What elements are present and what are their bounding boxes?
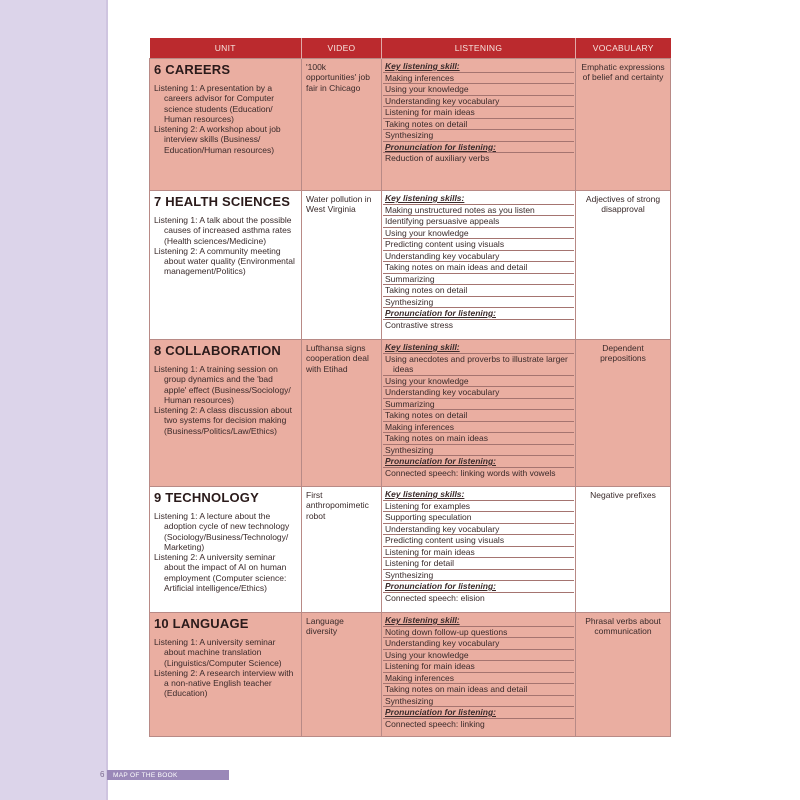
skill-item: Listening for main ideas	[383, 547, 574, 559]
vocabulary-cell: Negative prefixes	[576, 487, 671, 613]
skill-item: Synthesizing	[383, 445, 574, 457]
skill-item: Understanding key vocabulary	[383, 638, 574, 650]
skill-item: Taking notes on main ideas and detail	[383, 262, 574, 274]
skill-item: Summarizing	[383, 399, 574, 411]
skill-item: Predicting content using visuals	[383, 535, 574, 547]
unit-title: 6 CAREERS	[154, 62, 231, 77]
skill-item: Listening for detail	[383, 558, 574, 570]
unit-listening-2: Listening 2: A university seminar about the impact of AI on human employment (Computer science: Artificial intelligence/Ethics)	[154, 552, 287, 594]
header-listening: LISTENING	[382, 38, 576, 59]
skill-item: Using your knowledge	[383, 650, 574, 662]
unit-listening-2: Listening 2: A class discussion about two systems for decision making (Business/Politics/Law/Ethics)	[154, 405, 292, 436]
skill-item: Taking notes on detail	[383, 119, 574, 131]
skill-heading: Key listening skill:	[383, 342, 574, 354]
side-band-edge	[106, 0, 108, 800]
skill-item: Making inferences	[383, 73, 574, 85]
skill-item: Taking notes on detail	[383, 410, 574, 422]
video-cell: Language diversity	[302, 613, 382, 737]
skill-item: Summarizing	[383, 274, 574, 286]
listening-cell	[382, 340, 576, 487]
listening-cell	[382, 59, 576, 191]
unit-cell	[150, 487, 302, 613]
vocabulary-cell: Adjectives of strong disapproval	[576, 191, 671, 340]
listening-cell	[382, 613, 576, 737]
skill-item: Listening for examples	[383, 501, 574, 513]
skill-item: Making unstructured notes as you listen	[383, 205, 574, 217]
vocabulary-cell: Dependent prepositions	[576, 340, 671, 487]
skill-item: Synthesizing	[383, 297, 574, 309]
unit-title: 10 LANGUAGE	[154, 616, 249, 631]
skill-item: Noting down follow-up questions	[383, 627, 574, 639]
video-cell: First anthropomimetic robot	[302, 487, 382, 613]
page-number: 6	[100, 770, 105, 779]
header-vocabulary: VOCABULARY	[576, 38, 671, 59]
skill-item: Taking notes on main ideas	[383, 433, 574, 445]
unit-listening-2: Listening 2: A community meeting about water quality (Environmental management/Politics)	[154, 245, 295, 277]
skill-item: Identifying persuasive appeals	[383, 216, 574, 228]
skill-item: Understanding key vocabulary	[383, 251, 574, 263]
skill-item: Making inferences	[383, 673, 574, 685]
skill-item: Synthesizing	[383, 130, 574, 142]
listening-cell	[382, 487, 576, 613]
skill-item: Using your knowledge	[383, 84, 574, 96]
unit-title: 9 TECHNOLOGY	[154, 490, 259, 505]
skill-heading: Key listening skill:	[383, 61, 574, 73]
pronunciation-heading: Pronunciation for listening:	[383, 707, 574, 719]
skill-item: Supporting speculation	[383, 512, 574, 524]
video-cell: Lufthansa signs cooperation deal with Etihad	[302, 340, 382, 487]
pronunciation-heading: Pronunciation for listening:	[383, 581, 574, 593]
skill-item: Contrastive stress	[385, 319, 454, 330]
skill-item: Using your knowledge	[383, 228, 574, 240]
unit-cell	[150, 613, 302, 737]
skill-item: Reduction of auxiliary verbs	[385, 153, 490, 163]
side-color-band	[0, 0, 106, 800]
skill-item: Connected speech: elision	[385, 592, 485, 603]
pronunciation-heading: Pronunciation for listening:	[383, 308, 574, 320]
unit-listening-1: Listening 1: A training session on group dynamics and the 'bad apple' effect (Business/Sociology/ Human resources)	[154, 364, 291, 405]
pronunciation-heading: Pronunciation for listening:	[383, 456, 574, 468]
header-video: VIDEO	[302, 38, 382, 59]
unit-listening-1: Listening 1: A talk about the possible causes of increased asthma rates (Health sciences/Medicine)	[154, 215, 292, 246]
skill-item: Understanding key vocabulary	[383, 524, 574, 536]
unit-cell	[150, 59, 302, 191]
table-row	[150, 191, 671, 340]
skill-item: Taking notes on main ideas and detail	[383, 684, 574, 696]
unit-cell	[150, 340, 302, 487]
table-row	[150, 487, 671, 613]
unit-cell	[150, 191, 302, 340]
skill-item: Understanding key vocabulary	[383, 387, 574, 399]
unit-listening-2: Listening 2: A workshop about job interview skills (Business/ Education/Human resources)	[154, 124, 281, 155]
unit-listening-1: Listening 1: A lecture about the adoption cycle of new technology (Sociology/Business/Technology/ Marketing)	[154, 511, 290, 552]
skill-item: Connected speech: linking words with vowels	[385, 467, 556, 478]
map-of-the-book-table	[149, 38, 671, 737]
skill-item: Understanding key vocabulary	[383, 96, 574, 108]
skill-item: Listening for main ideas	[383, 107, 574, 119]
footer-label: MAP OF THE BOOK	[113, 772, 178, 779]
table-header-row	[150, 38, 671, 59]
unit-listening-2: Listening 2: A research interview with a non-native English teacher (Education)	[154, 667, 294, 699]
vocabulary-cell: Phrasal verbs about communication	[576, 613, 671, 737]
skill-item: Listening for main ideas	[383, 661, 574, 673]
unit-title: 8 COLLABORATION	[154, 343, 281, 358]
table-row	[150, 613, 671, 737]
table-row	[150, 59, 671, 191]
skill-item: Connected speech: linking	[385, 718, 485, 729]
skill-item: Taking notes on detail	[383, 285, 574, 297]
listening-cell	[382, 191, 576, 340]
header-unit: UNIT	[150, 38, 302, 59]
skill-item: Using anecdotes and proverbs to illustrate larger ideas	[383, 354, 574, 376]
skill-heading: Key listening skill:	[383, 615, 574, 627]
pronunciation-heading: Pronunciation for listening:	[383, 142, 574, 154]
skill-item: Using your knowledge	[383, 376, 574, 388]
skill-item: Synthesizing	[383, 696, 574, 708]
unit-title: 7 HEALTH SCIENCES	[154, 194, 291, 209]
video-cell: '100k opportunities' job fair in Chicago	[302, 59, 382, 191]
unit-listening-1: Listening 1: A presentation by a careers advisor for Computer science students (Education/ Human resources)	[154, 83, 275, 124]
skill-item: Making inferences	[383, 422, 574, 434]
skill-heading: Key listening skills:	[383, 489, 574, 501]
video-cell: Water pollution in West Virginia	[302, 191, 382, 340]
skill-item: Synthesizing	[383, 570, 574, 582]
skill-item: Predicting content using visuals	[383, 239, 574, 251]
vocabulary-cell: Emphatic expressions of belief and certainty	[576, 59, 671, 191]
skill-heading: Key listening skills:	[383, 193, 574, 205]
unit-listening-1: Listening 1: A university seminar about machine translation (Linguistics/Computer Science)	[154, 637, 282, 668]
table-row	[150, 340, 671, 487]
